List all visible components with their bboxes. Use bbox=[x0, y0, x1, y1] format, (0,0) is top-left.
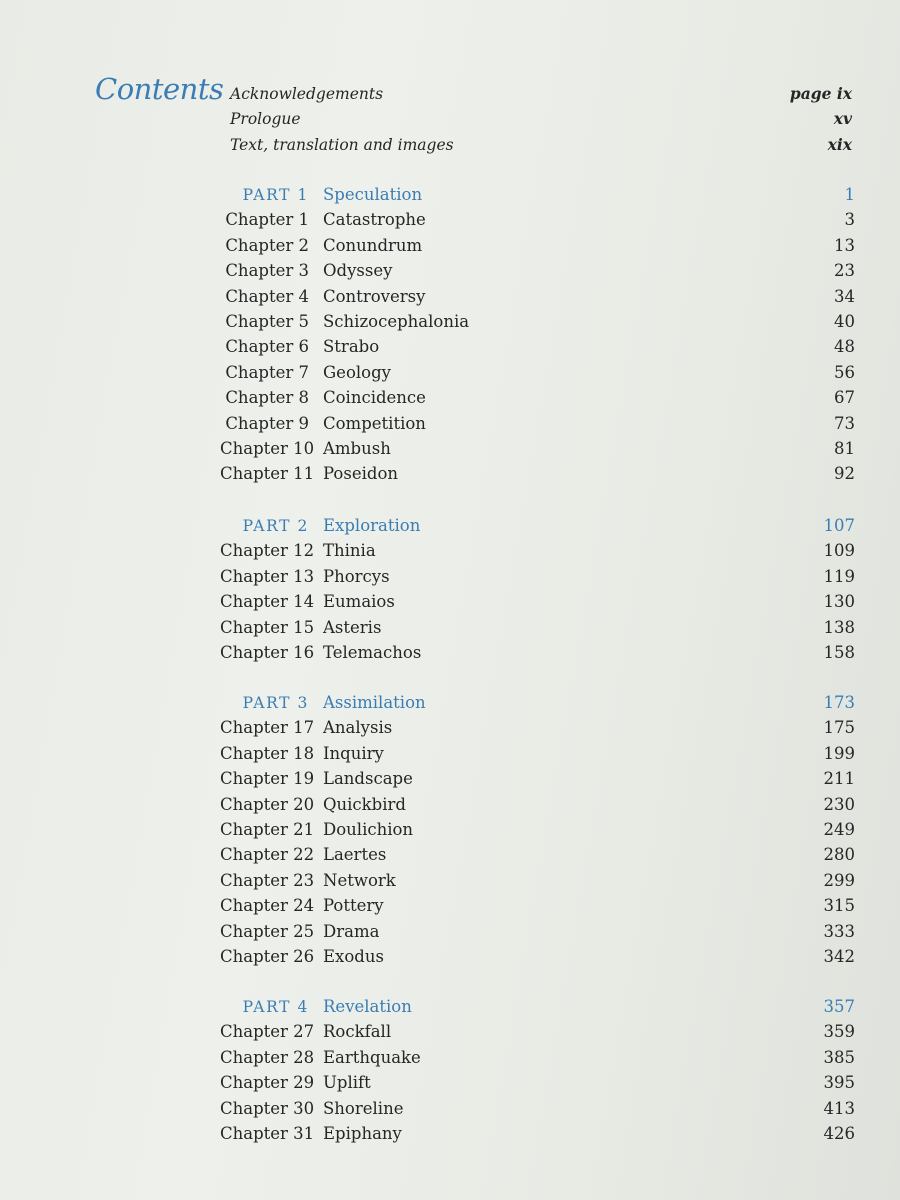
chapter-title: Phorcys bbox=[323, 566, 390, 586]
chapter-entry bbox=[220, 643, 855, 668]
chapter-label: Chapter 3 bbox=[225, 261, 309, 281]
chapter-page: 92 bbox=[834, 464, 855, 484]
chapter-page: 13 bbox=[834, 235, 855, 255]
chapter-page: 199 bbox=[823, 743, 855, 763]
chapter-page: 333 bbox=[823, 921, 855, 941]
chapter-title: Earthquake bbox=[323, 1047, 421, 1067]
chapter-entry bbox=[220, 567, 855, 592]
chapter-label: Chapter 31 bbox=[220, 1123, 315, 1143]
chapter-title: Thinia bbox=[323, 541, 376, 561]
part-3-section bbox=[220, 693, 855, 972]
part-label: PART 1 bbox=[242, 186, 309, 204]
chapter-label: Chapter 16 bbox=[220, 642, 315, 662]
part-label: PART 3 bbox=[242, 694, 309, 712]
chapter-title: Schizocephalonia bbox=[323, 311, 470, 331]
front-matter-entry bbox=[230, 84, 852, 109]
front-matter-title: Acknowledgements bbox=[230, 85, 384, 103]
chapter-label: Chapter 12 bbox=[220, 541, 315, 561]
chapter-page: 48 bbox=[834, 337, 855, 357]
chapter-label: Chapter 7 bbox=[225, 362, 309, 382]
chapter-entry bbox=[220, 1048, 855, 1073]
part-page: 107 bbox=[823, 516, 855, 535]
chapter-label: Chapter 4 bbox=[225, 286, 309, 306]
chapter-page: 34 bbox=[834, 286, 855, 306]
chapter-page: 158 bbox=[823, 642, 855, 662]
part-title: Exploration bbox=[323, 516, 421, 535]
chapter-page: 249 bbox=[823, 819, 855, 839]
chapter-page: 67 bbox=[834, 388, 855, 408]
front-matter-page: xix bbox=[827, 134, 852, 154]
chapter-label: Chapter 13 bbox=[220, 566, 315, 586]
chapter-label: Chapter 22 bbox=[220, 845, 315, 865]
part-title: Speculation bbox=[323, 185, 423, 204]
chapter-label: Chapter 25 bbox=[220, 921, 315, 941]
chapter-page: 342 bbox=[823, 946, 855, 966]
chapter-entry bbox=[220, 439, 855, 464]
chapter-entry bbox=[220, 337, 855, 362]
chapter-page: 56 bbox=[834, 362, 855, 382]
chapter-label: Chapter 21 bbox=[220, 819, 315, 839]
chapter-entry bbox=[220, 618, 855, 643]
chapter-title: Poseidon bbox=[323, 464, 398, 484]
chapter-entry bbox=[220, 1099, 855, 1124]
chapter-label: Chapter 15 bbox=[220, 617, 315, 637]
part-title: Assimilation bbox=[323, 693, 426, 712]
chapter-entry bbox=[220, 1124, 855, 1149]
chapter-title: Epiphany bbox=[323, 1123, 402, 1143]
chapter-page: 426 bbox=[823, 1123, 855, 1143]
chapter-label: Chapter 10 bbox=[220, 438, 315, 458]
chapter-label: Chapter 20 bbox=[220, 794, 315, 814]
chapter-label: Chapter 23 bbox=[220, 870, 315, 890]
chapter-page: 119 bbox=[823, 566, 855, 586]
chapter-entry bbox=[220, 744, 855, 769]
chapter-entry bbox=[220, 592, 855, 617]
chapter-page: 315 bbox=[823, 896, 855, 916]
chapter-entry bbox=[220, 922, 855, 947]
contents-heading: Contents bbox=[95, 72, 224, 106]
chapter-page: 230 bbox=[823, 794, 855, 814]
chapter-entry bbox=[220, 363, 855, 388]
part-label: PART 2 bbox=[242, 517, 309, 535]
chapter-label: Chapter 19 bbox=[220, 769, 315, 789]
chapter-label: Chapter 29 bbox=[220, 1073, 315, 1093]
chapter-label: Chapter 1 bbox=[225, 210, 309, 230]
front-matter-entry bbox=[230, 109, 852, 134]
front-matter-page: xv bbox=[833, 109, 852, 129]
chapter-title: Asteris bbox=[323, 617, 382, 637]
chapter-title: Coincidence bbox=[323, 388, 426, 408]
chapter-entry bbox=[220, 261, 855, 286]
chapter-label: Chapter 28 bbox=[220, 1047, 315, 1067]
chapter-title: Controversy bbox=[323, 286, 426, 306]
chapter-title: Network bbox=[323, 870, 396, 890]
chapter-title: Eumaios bbox=[323, 592, 395, 612]
chapter-page: 23 bbox=[834, 261, 855, 281]
front-matter-title: Text, translation and images bbox=[230, 135, 454, 154]
chapter-title: Telemachos bbox=[323, 642, 422, 662]
chapter-title: Catastrophe bbox=[323, 210, 426, 230]
chapter-label: Chapter 27 bbox=[220, 1022, 315, 1042]
chapter-page: 109 bbox=[823, 541, 855, 561]
chapter-page: 73 bbox=[834, 413, 855, 433]
chapter-title: Uplift bbox=[323, 1073, 371, 1093]
chapter-page: 280 bbox=[823, 845, 855, 865]
chapter-title: Inquiry bbox=[323, 743, 384, 763]
chapter-label: Chapter 9 bbox=[225, 413, 309, 433]
chapter-entry bbox=[220, 871, 855, 896]
chapter-title: Exodus bbox=[323, 946, 384, 966]
chapter-title: Pottery bbox=[323, 896, 384, 916]
chapter-entry bbox=[220, 414, 855, 439]
chapter-entry bbox=[220, 312, 855, 337]
chapter-title: Strabo bbox=[323, 337, 380, 357]
chapter-title: Quickbird bbox=[323, 794, 406, 814]
chapter-page: 299 bbox=[823, 870, 855, 890]
front-matter-title: Prologue bbox=[230, 110, 301, 129]
chapter-entry bbox=[220, 1073, 855, 1098]
chapter-page: 138 bbox=[823, 617, 855, 637]
chapter-label: Chapter 8 bbox=[225, 388, 309, 408]
part-heading bbox=[220, 693, 855, 718]
front-matter-list bbox=[230, 84, 852, 160]
part-page: 173 bbox=[823, 693, 855, 712]
chapter-entry bbox=[220, 947, 855, 972]
chapter-page: 81 bbox=[834, 438, 855, 458]
chapter-title: Landscape bbox=[323, 769, 413, 789]
chapter-title: Rockfall bbox=[323, 1022, 392, 1042]
part-page: 1 bbox=[844, 185, 855, 204]
chapter-entry bbox=[220, 287, 855, 312]
chapter-label: Chapter 18 bbox=[220, 743, 315, 763]
chapter-page: 211 bbox=[823, 769, 855, 789]
chapter-title: Odyssey bbox=[323, 261, 393, 281]
part-1-section bbox=[220, 185, 855, 490]
chapter-label: Chapter 30 bbox=[220, 1098, 315, 1118]
chapter-page: 413 bbox=[823, 1098, 855, 1118]
chapter-entry bbox=[220, 236, 855, 261]
chapter-title: Laertes bbox=[323, 845, 387, 865]
front-matter-page: page ix bbox=[789, 84, 852, 103]
chapter-title: Doulichion bbox=[323, 819, 414, 839]
part-heading bbox=[220, 997, 855, 1022]
chapter-entry bbox=[220, 845, 855, 870]
chapter-entry bbox=[220, 464, 855, 489]
chapter-label: Chapter 6 bbox=[225, 337, 309, 357]
chapter-entry bbox=[220, 820, 855, 845]
chapter-label: Chapter 26 bbox=[220, 946, 315, 966]
front-matter-entry bbox=[230, 135, 852, 160]
chapter-entry bbox=[220, 388, 855, 413]
chapter-page: 3 bbox=[844, 210, 855, 230]
chapter-title: Analysis bbox=[323, 718, 393, 738]
chapter-title: Shoreline bbox=[323, 1098, 404, 1118]
chapter-page: 175 bbox=[823, 718, 855, 738]
chapter-page: 385 bbox=[823, 1047, 855, 1067]
chapter-entry bbox=[220, 896, 855, 921]
chapter-page: 40 bbox=[834, 311, 855, 331]
chapter-title: Geology bbox=[323, 362, 391, 382]
part-title: Revelation bbox=[323, 997, 412, 1016]
chapter-label: Chapter 24 bbox=[220, 896, 315, 916]
part-2-section bbox=[220, 516, 855, 668]
part-label: PART 4 bbox=[242, 998, 309, 1016]
chapter-entry bbox=[220, 1022, 855, 1047]
chapter-title: Ambush bbox=[323, 438, 391, 458]
chapter-entry bbox=[220, 795, 855, 820]
part-4-section bbox=[220, 997, 855, 1149]
chapter-label: Chapter 17 bbox=[220, 718, 315, 738]
part-heading bbox=[220, 516, 855, 541]
chapter-page: 395 bbox=[823, 1073, 855, 1093]
chapter-label: Chapter 11 bbox=[220, 464, 315, 484]
part-page: 357 bbox=[823, 997, 855, 1016]
chapter-label: Chapter 5 bbox=[225, 311, 309, 331]
chapter-entry bbox=[220, 718, 855, 743]
chapter-entry bbox=[220, 541, 855, 566]
chapter-title: Conundrum bbox=[323, 235, 423, 255]
chapter-label: Chapter 14 bbox=[220, 592, 315, 612]
chapter-title: Drama bbox=[323, 921, 380, 941]
chapter-page: 130 bbox=[823, 592, 855, 612]
chapter-label: Chapter 2 bbox=[225, 235, 309, 255]
chapter-page: 359 bbox=[823, 1022, 855, 1042]
chapter-entry bbox=[220, 769, 855, 794]
part-heading bbox=[220, 185, 855, 210]
chapter-entry bbox=[220, 210, 855, 235]
chapter-title: Competition bbox=[323, 413, 426, 433]
